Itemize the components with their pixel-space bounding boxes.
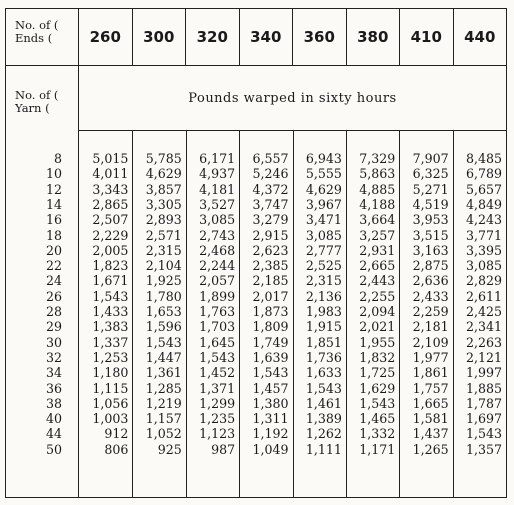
- pounds-value: 4,372: [252, 181, 289, 197]
- pounds-value: 2,229: [92, 227, 129, 243]
- pounds-value: 2,875: [412, 258, 449, 274]
- pounds-value: 2,385: [252, 258, 289, 274]
- yarn-label-line2: Yarn (: [15, 101, 50, 115]
- pounds-value: 1,115: [92, 380, 129, 396]
- pounds-value: 1,361: [145, 365, 182, 381]
- yarn-number: 8: [53, 151, 62, 166]
- pounds-value: 1,235: [199, 411, 236, 427]
- pounds-value: 2,571: [145, 227, 182, 243]
- pounds-value: 987: [211, 441, 236, 457]
- pounds-value: 2,021: [359, 319, 396, 335]
- yarn-number: 44: [45, 426, 62, 442]
- pounds-value: 1,983: [305, 304, 342, 319]
- pounds-value: 3,771: [465, 227, 502, 243]
- pounds-value: 806: [104, 441, 129, 457]
- pounds-value: 1,285: [145, 380, 182, 396]
- pounds-value: 1,757: [412, 380, 449, 396]
- pounds-value: 1,219: [145, 395, 182, 411]
- pounds-value: 1,823: [92, 258, 129, 274]
- pounds-value: 1,371: [199, 380, 236, 396]
- pounds-value: 1,851: [305, 334, 342, 350]
- pounds-value: 1,052: [145, 426, 182, 442]
- pounds-value: 1,457: [252, 380, 289, 396]
- table-body: [6, 131, 506, 497]
- pounds-value: 4,937: [199, 166, 236, 182]
- yarn-number: 18: [45, 227, 62, 243]
- pounds-value: 1,543: [465, 426, 502, 442]
- table-row: [6, 350, 506, 365]
- pounds-value: 2,743: [199, 227, 236, 243]
- ends-column-header: 320: [185, 9, 239, 65]
- pounds-value: 1,056: [92, 395, 129, 411]
- pounds-value: 1,873: [252, 304, 289, 319]
- pounds-value: 3,395: [465, 242, 502, 258]
- yarn-number: 10: [45, 166, 62, 182]
- pounds-value: 2,777: [305, 242, 342, 258]
- pounds-value: 1,543: [252, 365, 289, 381]
- pounds-value: 1,452: [199, 365, 236, 381]
- ends-column-header: 340: [239, 9, 293, 65]
- pounds-value: 3,857: [145, 181, 182, 197]
- pounds-value: 4,188: [359, 196, 396, 212]
- left-header-divider: [6, 65, 79, 66]
- pounds-value: 925: [157, 441, 182, 457]
- pounds-value: 1,543: [305, 380, 342, 396]
- pounds-value: 2,525: [305, 258, 342, 274]
- table-row: [6, 273, 506, 288]
- ends-column-header: 440: [453, 9, 507, 65]
- pounds-value: 1,265: [412, 441, 449, 457]
- pounds-value: 1,915: [305, 319, 342, 335]
- table-row: [6, 335, 506, 350]
- yarn-number: 22: [45, 258, 62, 274]
- pounds-value: 1,003: [92, 411, 129, 427]
- pounds-value: 8,485: [465, 151, 502, 166]
- pounds-value: 2,865: [92, 196, 129, 212]
- ends-column-header: 410: [399, 9, 453, 65]
- pounds-value: 7,907: [412, 151, 449, 166]
- pounds-value: 5,015: [92, 151, 129, 166]
- pounds-value: 2,005: [92, 242, 129, 258]
- pounds-value: 1,311: [252, 411, 289, 427]
- pounds-value: 5,555: [305, 166, 342, 182]
- pounds-value: 2,931: [359, 242, 396, 258]
- pounds-value: 1,337: [92, 334, 129, 350]
- table-row: [6, 289, 506, 304]
- pounds-value: 1,787: [465, 395, 502, 411]
- pounds-value: 1,433: [92, 304, 129, 319]
- yarn-number: 24: [45, 273, 62, 289]
- pounds-value: 4,629: [145, 166, 182, 182]
- pounds-value: 2,893: [145, 212, 182, 228]
- pounds-value: 2,136: [305, 288, 342, 304]
- pounds-value: 2,425: [465, 304, 502, 319]
- pounds-value: 1,389: [305, 411, 342, 427]
- table-row: [6, 166, 506, 181]
- yarn-number: 26: [45, 288, 62, 304]
- yarn-label: [15, 89, 58, 115]
- table-row: [6, 396, 506, 411]
- table-row: [6, 381, 506, 396]
- pounds-value: 3,163: [412, 242, 449, 258]
- table-row: [6, 365, 506, 380]
- ends-label-line2: Ends (: [15, 31, 53, 45]
- yarn-number: 20: [45, 242, 62, 258]
- table-row: [6, 197, 506, 212]
- pounds-value: 1,581: [412, 411, 449, 427]
- table-row: [6, 151, 506, 166]
- pounds-value: 1,123: [199, 426, 236, 442]
- pounds-value: 1,629: [359, 380, 396, 396]
- pounds-value: 5,246: [252, 166, 289, 182]
- pounds-value: 4,885: [359, 181, 396, 197]
- pounds-value: 4,011: [92, 166, 129, 182]
- pounds-value: 1,697: [465, 411, 502, 427]
- yarn-number: 28: [45, 304, 62, 319]
- yarn-number: 16: [45, 212, 62, 228]
- pounds-value: 1,461: [305, 395, 342, 411]
- pounds-value: 2,017: [252, 288, 289, 304]
- ends-column-header: 260: [89, 28, 121, 46]
- pounds-value: 2,443: [359, 273, 396, 289]
- pounds-value: 1,262: [305, 426, 342, 442]
- pounds-value: 1,543: [199, 349, 236, 365]
- pounds-value: 2,185: [252, 273, 289, 289]
- pounds-value: 2,263: [465, 334, 502, 350]
- pounds-value: 1,049: [252, 441, 289, 457]
- pounds-value: 1,809: [252, 319, 289, 335]
- pounds-value: 1,645: [199, 334, 236, 350]
- yarn-number: 38: [45, 395, 62, 411]
- pounds-value: 7,329: [359, 151, 396, 166]
- yarn-number: 34: [45, 365, 62, 381]
- pounds-value: 4,519: [412, 196, 449, 212]
- pounds-value: 1,543: [359, 395, 396, 411]
- pounds-value: 3,664: [359, 212, 396, 228]
- pounds-value: 1,447: [145, 349, 182, 365]
- yarn-number: 29: [45, 319, 62, 335]
- pounds-value: 1,736: [305, 349, 342, 365]
- pounds-value: 2,665: [359, 258, 396, 274]
- pounds-value: 1,977: [412, 349, 449, 365]
- pounds-value: 4,181: [199, 181, 236, 197]
- pounds-value: 1,653: [145, 304, 182, 319]
- warping-table: [5, 8, 507, 498]
- pounds-value: 1,171: [359, 441, 396, 457]
- pounds-value: 3,967: [305, 196, 342, 212]
- pounds-value: 2,433: [412, 288, 449, 304]
- pounds-value: 1,633: [305, 365, 342, 381]
- pounds-value: 3,085: [305, 227, 342, 243]
- pounds-value: 1,543: [92, 288, 129, 304]
- pounds-value: 1,832: [359, 349, 396, 365]
- yarn-number: 36: [45, 380, 62, 396]
- table-row: [6, 442, 506, 457]
- ends-label: [15, 19, 58, 45]
- ends-column-header: 300: [132, 9, 186, 65]
- pounds-value: 2,255: [359, 288, 396, 304]
- pounds-value: 1,437: [412, 426, 449, 442]
- pounds-value: 3,279: [252, 212, 289, 228]
- table-row: [6, 411, 506, 426]
- pounds-value: 3,527: [199, 196, 236, 212]
- pounds-value: 1,253: [92, 349, 129, 365]
- pounds-value: 3,085: [199, 212, 236, 228]
- table-row: [6, 426, 506, 441]
- pounds-value: 3,257: [359, 227, 396, 243]
- pounds-value: 3,085: [465, 258, 502, 274]
- yarn-number: 30: [45, 334, 62, 350]
- table-row: [6, 212, 506, 227]
- pounds-value: 4,243: [465, 212, 502, 228]
- ends-header-row: [79, 9, 506, 66]
- pounds-value: 2,244: [199, 258, 236, 274]
- pounds-value: 6,789: [465, 166, 502, 182]
- pounds-value: 5,271: [412, 181, 449, 197]
- pounds-value: 5,657: [465, 181, 502, 197]
- pounds-value: 1,749: [252, 334, 289, 350]
- table-row: [6, 258, 506, 273]
- pounds-value: 5,863: [359, 166, 396, 182]
- pounds-value: 6,557: [252, 151, 289, 166]
- pounds-value: 1,925: [145, 273, 182, 289]
- pounds-value: 2,259: [412, 304, 449, 319]
- pounds-value: 2,468: [199, 242, 236, 258]
- table-row: [6, 304, 506, 319]
- pounds-value: 3,747: [252, 196, 289, 212]
- pounds-value: 2,507: [92, 212, 129, 228]
- pounds-value: 6,943: [305, 151, 342, 166]
- pounds-value: 1,180: [92, 365, 129, 381]
- yarn-number: 14: [45, 196, 62, 212]
- pounds-value: 2,104: [145, 258, 182, 274]
- yarn-number: 40: [45, 411, 62, 427]
- yarn-number: 50: [45, 441, 62, 457]
- ends-column-header: 380: [346, 9, 400, 65]
- pounds-value: 3,953: [412, 212, 449, 228]
- pounds-value: 1,465: [359, 411, 396, 427]
- pounds-value: 1,899: [199, 288, 236, 304]
- pounds-value: 2,109: [412, 334, 449, 350]
- pounds-value: 1,299: [199, 395, 236, 411]
- ends-label-line1: No. of (: [15, 18, 59, 32]
- pounds-value: 2,341: [465, 319, 502, 335]
- pounds-value: 1,671: [92, 273, 129, 289]
- pounds-value: 1,955: [359, 334, 396, 350]
- pounds-value: 2,623: [252, 242, 289, 258]
- table-row: [6, 243, 506, 258]
- pounds-value: 1,111: [305, 441, 342, 457]
- table-subtitle: Pounds warped in sixty hours: [79, 66, 506, 131]
- yarn-number: 32: [45, 349, 62, 365]
- pounds-value: 2,315: [305, 273, 342, 289]
- pounds-value: 6,171: [199, 151, 236, 166]
- pounds-value: 1,780: [145, 288, 182, 304]
- pounds-value: 4,849: [465, 196, 502, 212]
- pounds-value: 2,636: [412, 273, 449, 289]
- pounds-value: 3,305: [145, 196, 182, 212]
- pounds-value: 1,357: [465, 441, 502, 457]
- pounds-value: 2,915: [252, 227, 289, 243]
- pounds-value: 1,703: [199, 319, 236, 335]
- pounds-value: 1,861: [412, 365, 449, 381]
- pounds-value: 2,121: [465, 349, 502, 365]
- pounds-value: 912: [104, 426, 129, 442]
- pounds-value: 1,885: [465, 380, 502, 396]
- yarn-number: 12: [45, 181, 62, 197]
- pounds-value: 3,343: [92, 181, 129, 197]
- pounds-value: 2,094: [359, 304, 396, 319]
- pounds-value: 2,611: [465, 288, 502, 304]
- pounds-value: 1,596: [145, 319, 182, 335]
- pounds-value: 2,315: [145, 242, 182, 258]
- pounds-value: 1,725: [359, 365, 396, 381]
- table-row: [6, 228, 506, 243]
- pounds-value: 1,383: [92, 319, 129, 335]
- pounds-value: 2,829: [465, 273, 502, 289]
- ends-column-header: 360: [292, 9, 346, 65]
- pounds-value: 1,332: [359, 426, 396, 442]
- pounds-value: 1,192: [252, 426, 289, 442]
- pounds-value: 1,665: [412, 395, 449, 411]
- table-row: [6, 319, 506, 334]
- pounds-value: 2,057: [199, 273, 236, 289]
- pounds-value: 4,629: [305, 181, 342, 197]
- pounds-value: 1,997: [465, 365, 502, 381]
- pounds-value: 1,639: [252, 349, 289, 365]
- yarn-label-line1: No. of (: [15, 88, 59, 102]
- pounds-value: 5,785: [145, 151, 182, 166]
- pounds-value: 1,763: [199, 304, 236, 319]
- pounds-value: 3,471: [305, 212, 342, 228]
- pounds-value: 3,515: [412, 227, 449, 243]
- table-row: [6, 182, 506, 197]
- pounds-value: 2,181: [412, 319, 449, 335]
- pounds-value: 6,325: [412, 166, 449, 182]
- pounds-value: 1,157: [145, 411, 182, 427]
- pounds-value: 1,380: [252, 395, 289, 411]
- pounds-value: 1,543: [145, 334, 182, 350]
